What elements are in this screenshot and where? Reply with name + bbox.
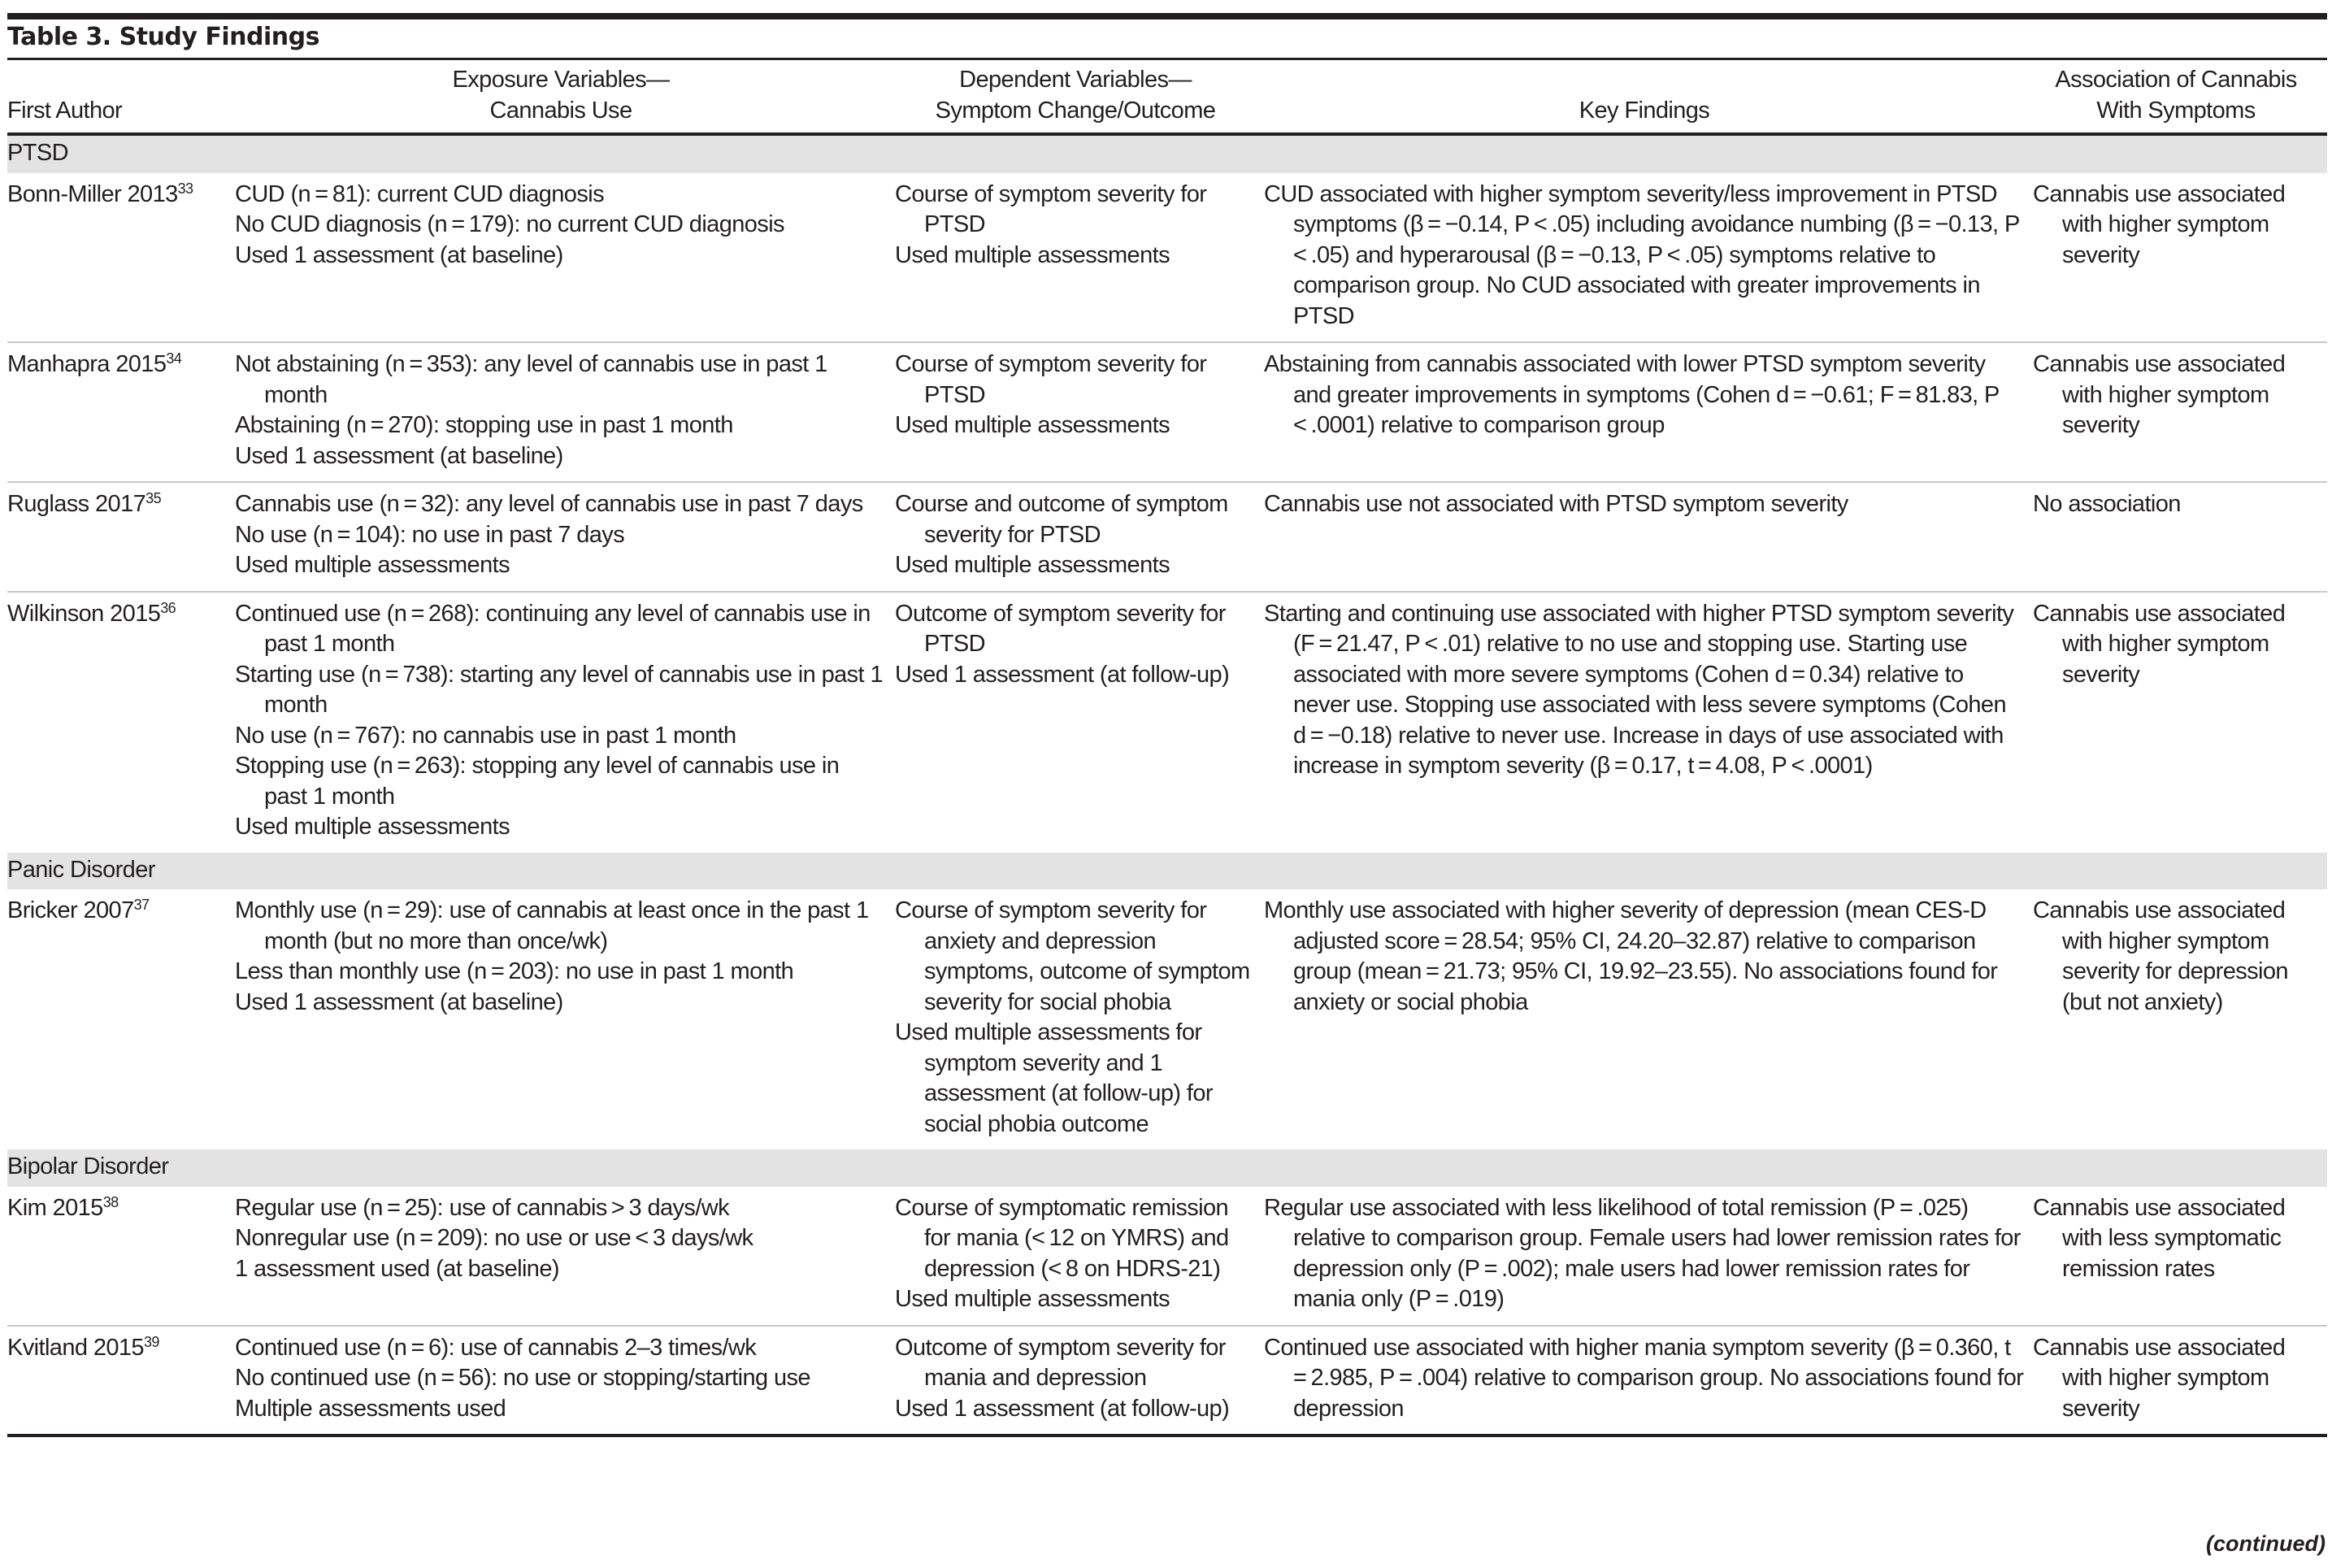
exposure-line: Stopping use (n = 263): stopping any level of cannabis use in past 1 month — [235, 753, 840, 810]
exposure-line: No use (n = 767): no cannabis use in past 1 month — [235, 722, 736, 749]
dependent-cell — [895, 342, 1264, 482]
exposure-line: Continued use (n = 6): use of cannabis 2–3 times/wk — [235, 1334, 757, 1361]
association-text: Cannabis use associated with less symptomatic remission rates — [2033, 1194, 2286, 1282]
header-key-findings-label: Key Findings — [1579, 97, 1710, 124]
key-findings-cell — [1264, 342, 2033, 482]
exposure-line: 1 assessment used (at baseline) — [235, 1255, 559, 1282]
section-cell — [7, 853, 2327, 890]
key-findings-cell — [1264, 1326, 2033, 1436]
study-row — [7, 889, 2327, 1149]
study-row — [7, 342, 2327, 482]
association-cell — [2033, 173, 2327, 343]
reference-number: 37 — [133, 897, 150, 913]
exposure-line: Nonregular use (n = 209): no use or use < 3 days/wk — [235, 1225, 753, 1251]
author-cell — [7, 482, 235, 592]
dependent-cell — [895, 482, 1264, 592]
section-cell — [7, 1149, 2327, 1187]
reference-number: 38 — [102, 1193, 119, 1210]
key-findings-text: Abstaining from cannabis associated with lower PTSD symptom severity and greater improvements in symptoms (Cohen d = −0.61; F = 81.83, P < .0001) relative to comparison group — [1264, 351, 2004, 438]
dependent-line: Outcome of symptom severity for mania and depression — [895, 1334, 1226, 1391]
author-name: Manhapra 2015 — [7, 351, 167, 377]
dependent-cell — [895, 1187, 1264, 1326]
header-association-line2: With Symptoms — [2096, 97, 2256, 124]
author-name: Wilkinson 2015 — [7, 600, 161, 627]
exposure-line: CUD (n = 81): current CUD diagnosis — [235, 180, 604, 207]
dependent-line: Course of symptom severity for anxiety and depression symptoms, outcome of symptom severity for social phobia — [895, 897, 1250, 1015]
header-first-author — [7, 62, 235, 134]
section-row — [7, 1149, 2327, 1187]
dependent-cell — [895, 1326, 1264, 1436]
key-findings-text: Continued use associated with higher mania symptom severity (β = 0.360, t = 2.985, P = .004) relative to comparison group. No associations found for depression — [1264, 1334, 2024, 1422]
author-name: Bonn-Miller 2013 — [7, 180, 178, 207]
dependent-line: Outcome of symptom severity for PTSD — [895, 600, 1226, 657]
header-exposure-line2: Cannabis Use — [489, 97, 632, 124]
exposure-line: Used multiple assessments — [235, 552, 510, 578]
study-row — [7, 1187, 2327, 1326]
header-key-findings — [1264, 62, 2033, 134]
key-findings-cell — [1264, 889, 2033, 1149]
author-cell — [7, 592, 235, 853]
association-cell — [2033, 1187, 2327, 1326]
header-exposure-line1: Exposure Variables— — [452, 67, 670, 93]
author-cell — [7, 1326, 235, 1436]
exposure-line: Regular use (n = 25): use of cannabis > 3 days/wk — [235, 1194, 730, 1221]
reference-number: 36 — [160, 599, 176, 616]
reference-number: 33 — [177, 180, 193, 197]
header-exposure — [235, 62, 895, 134]
dependent-line: Course and outcome of symptom severity for PTSD — [895, 491, 1228, 548]
exposure-cell — [235, 173, 895, 343]
dependent-line: Used multiple assessments — [895, 241, 1170, 268]
author-cell — [7, 342, 235, 482]
association-cell — [2033, 889, 2327, 1149]
dependent-line: Used multiple assessments — [895, 412, 1170, 438]
association-cell — [2033, 482, 2327, 592]
exposure-line: No use (n = 104): no use in past 7 days — [235, 521, 625, 548]
exposure-line: Cannabis use (n = 32): any level of cannabis use in past 7 days — [235, 491, 863, 517]
author-cell — [7, 889, 235, 1149]
exposure-line: Continued use (n = 268): continuing any level of cannabis use in past 1 month — [235, 600, 871, 657]
section-label: PTSD — [7, 140, 68, 166]
author-name: Kim 2015 — [7, 1194, 103, 1221]
dependent-cell — [895, 173, 1264, 343]
author-cell — [7, 173, 235, 343]
study-row — [7, 1326, 2327, 1436]
exposure-line: Multiple assessments used — [235, 1395, 506, 1422]
author-name: Ruglass 2017 — [7, 491, 146, 517]
dependent-line: Course of symptom severity for PTSD — [895, 351, 1207, 408]
exposure-cell — [235, 482, 895, 592]
section-label: Panic Disorder — [7, 856, 155, 883]
study-row — [7, 173, 2327, 343]
key-findings-text: CUD associated with higher symptom severity/less improvement in PTSD symptoms (β = −0.14, P < .05) including avoidance numbing (β = −0.13, P < .05) and hyperarousal (β = −0.13, P < .05) symptoms relative to comparison group. No CUD associated with greater improvements in PTSD — [1264, 180, 2024, 329]
key-findings-text: Regular use associated with less likelihood of total remission (P = .025) relative to comparison group. Female users had lower remission rates for depression only (P = .002); male users had lower remission rates for mania only (P = .019) — [1264, 1194, 2021, 1312]
exposure-line: Not abstaining (n = 353): any level of cannabis use in past 1 month — [235, 351, 827, 408]
exposure-cell — [235, 1187, 895, 1326]
study-findings-table — [7, 62, 2327, 1437]
dependent-line: Course of symptom severity for PTSD — [895, 180, 1207, 237]
dependent-cell — [895, 592, 1264, 853]
section-row — [7, 134, 2327, 173]
association-text: Cannabis use associated with higher symptom severity — [2033, 180, 2286, 268]
title-rule — [7, 58, 2327, 60]
continued-note: (continued) — [2206, 1531, 2325, 1556]
association-cell — [2033, 342, 2327, 482]
exposure-line: No continued use (n = 56): no use or stopping/starting use — [235, 1365, 810, 1391]
dependent-line: Used 1 assessment (at follow-up) — [895, 661, 1230, 688]
reference-number: 34 — [166, 350, 182, 367]
association-text: Cannabis use associated with higher symptom severity — [2033, 1334, 2286, 1422]
table-body — [7, 134, 2327, 1436]
author-name: Bricker 2007 — [7, 897, 134, 923]
exposure-cell — [235, 1326, 895, 1436]
header-dependent-line1: Dependent Variables— — [959, 67, 1192, 93]
section-label: Bipolar Disorder — [7, 1153, 169, 1179]
study-row — [7, 592, 2327, 853]
key-findings-text: Cannabis use not associated with PTSD symptom severity — [1264, 491, 1848, 517]
reference-number: 39 — [143, 1333, 159, 1350]
exposure-line: No CUD diagnosis (n = 179): no current CUD diagnosis — [235, 211, 784, 237]
key-findings-cell — [1264, 592, 2033, 853]
key-findings-text: Starting and continuing use associated with higher PTSD symptom severity (F = 21.47, P < .01) relative to no use and stopping use. Starting use associated with more severe symptoms (Cohen d = 0.34) relative to never use. Stopping use associated with less severe symptoms (Cohen d = −0.18) relative to never use. Increase in days of use associated with increase in symptom severity (β = 0.17, t = 4.08, P < .0001) — [1264, 600, 2014, 779]
association-text: Cannabis use associated with higher symptom severity for depression (but not anxiety) — [2033, 897, 2288, 1015]
key-findings-cell — [1264, 1187, 2033, 1326]
exposure-line: Less than monthly use (n = 203): no use in past 1 month — [235, 958, 794, 984]
exposure-cell — [235, 342, 895, 482]
study-row — [7, 482, 2327, 592]
top-rule — [7, 13, 2327, 20]
exposure-cell — [235, 889, 895, 1149]
section-cell — [7, 134, 2327, 173]
header-dependent — [895, 62, 1264, 134]
key-findings-cell — [1264, 482, 2033, 592]
exposure-line: Used multiple assessments — [235, 814, 510, 840]
key-findings-cell — [1264, 173, 2033, 343]
header-dependent-line2: Symptom Change/Outcome — [935, 97, 1216, 124]
table-title: Table 3. Study Findings — [7, 23, 319, 51]
header-first-author-label: First Author — [7, 97, 123, 124]
dependent-line: Used multiple assessments — [895, 552, 1170, 578]
exposure-line: Used 1 assessment (at baseline) — [235, 442, 563, 469]
exposure-cell — [235, 592, 895, 853]
key-findings-text: Monthly use associated with higher severity of depression (mean CES-D adjusted score = 28.54; 95% CI, 24.20–32.87) relative to comparison group (mean = 21.73; 95% CI, 19.92–23.55). No associations found for anxiety or social phobia — [1264, 897, 1998, 1015]
exposure-line: Monthly use (n = 29): use of cannabis at least once in the past 1 month (but no more than once/wk) — [235, 897, 869, 954]
association-text: No association — [2033, 491, 2181, 517]
dependent-line: Used multiple assessments for symptom severity and 1 assessment (at follow-up) for social phobia outcome — [895, 1019, 1213, 1137]
exposure-line: Used 1 assessment (at baseline) — [235, 988, 563, 1015]
dependent-line: Used 1 assessment (at follow-up) — [895, 1395, 1230, 1422]
association-cell — [2033, 1326, 2327, 1436]
section-row — [7, 853, 2327, 890]
author-cell — [7, 1187, 235, 1326]
dependent-line: Used multiple assessments — [895, 1286, 1170, 1312]
table-header — [7, 62, 2327, 134]
author-name: Kvitland 2015 — [7, 1334, 144, 1361]
dependent-line: Course of symptomatic remission for mania (< 12 on YMRS) and depression (< 8 on HDRS-21) — [895, 1194, 1229, 1282]
exposure-line: Starting use (n = 738): starting any level of cannabis use in past 1 month — [235, 661, 884, 718]
header-association-line1: Association of Cannabis — [2055, 67, 2297, 93]
association-cell — [2033, 592, 2327, 853]
exposure-line: Abstaining (n = 270): stopping use in past 1 month — [235, 412, 733, 438]
header-association — [2033, 62, 2327, 134]
association-text: Cannabis use associated with higher symptom severity — [2033, 351, 2286, 438]
exposure-line: Used 1 assessment (at baseline) — [235, 241, 563, 268]
dependent-cell — [895, 889, 1264, 1149]
reference-number: 35 — [145, 490, 161, 506]
association-text: Cannabis use associated with higher symptom severity — [2033, 600, 2286, 688]
